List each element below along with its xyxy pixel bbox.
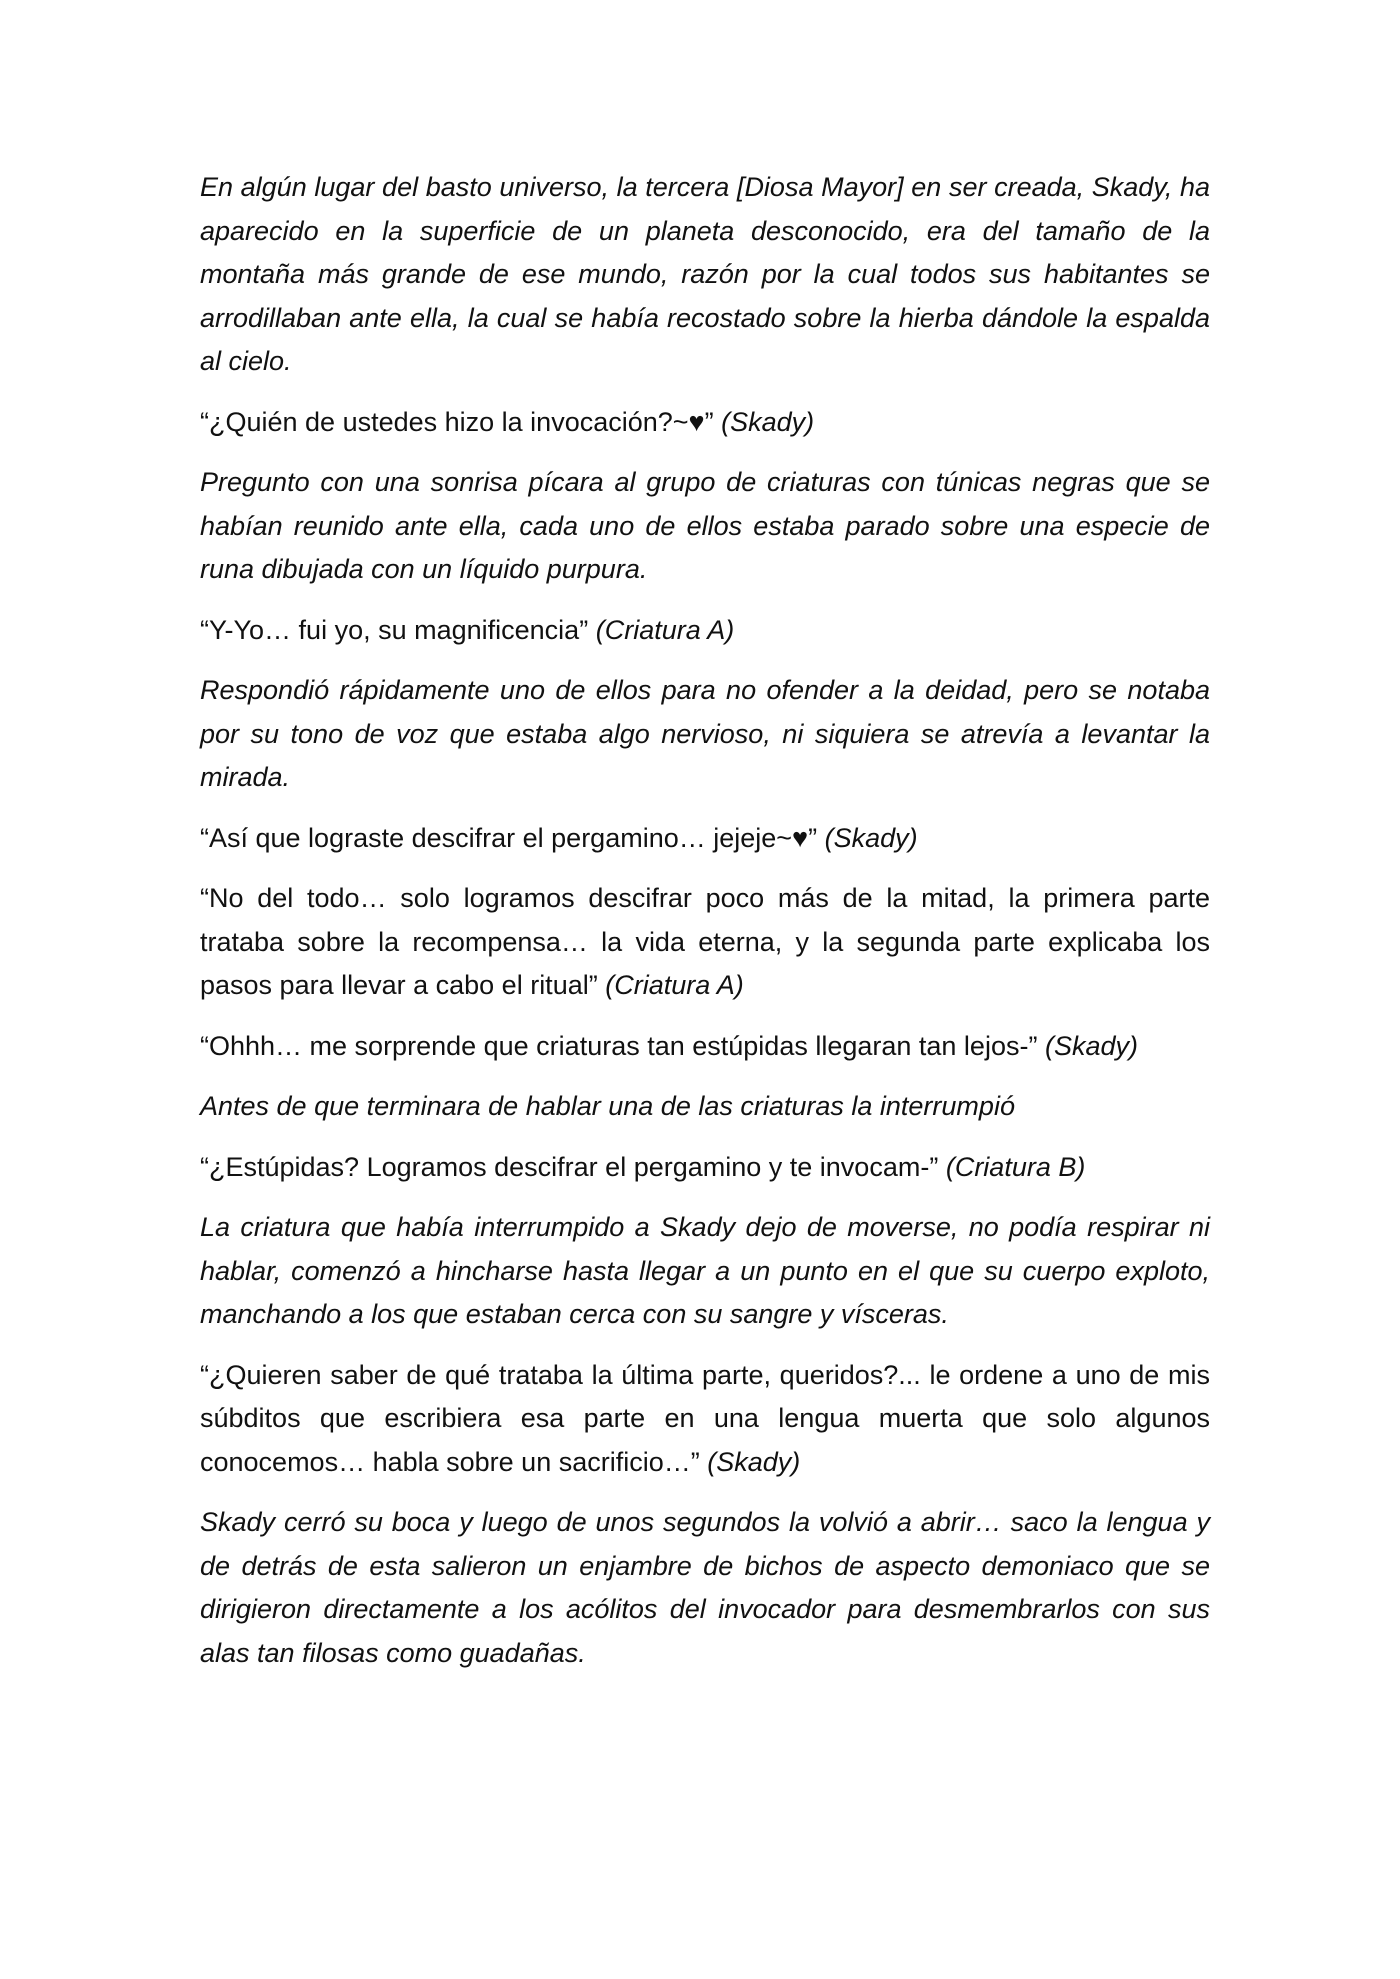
dialogue-quote: “Y-Yo… fui yo, su magnificencia” [200, 614, 589, 645]
narration-paragraph: La criatura que había interrumpido a Skady dejo de moverse, no podía respirar ni hablar, comenzó a hincharse hasta llegar a un punto en el que su cuerpo exploto, manchando a los que estaban cerca con su sangre y vísceras. [200, 1212, 1210, 1329]
dialogue-speaker: (Skady) [721, 406, 815, 437]
dialogue-paragraph [200, 877, 1210, 1008]
dialogue-quote: “¿Quieren saber de qué trataba la última parte, queridos?... le ordene a uno de mis súbditos que escribiera esa parte en una lengua muerta que solo algunos conocemos… habla sobre un sacrificio…” [200, 1359, 1210, 1477]
dialogue-quote: “Ohhh… me sorprende que criaturas tan estúpidas llegaran tan lejos-” [200, 1030, 1038, 1061]
dialogue-paragraph [200, 1354, 1210, 1485]
dialogue-speaker: (Skady) [707, 1446, 801, 1477]
dialogue-speaker: (Skady) [824, 822, 918, 853]
narration-paragraph: Respondió rápidamente uno de ellos para no ofender a la deidad, pero se notaba por su tono de voz que estaba algo nervioso, ni siquiera se atrevía a levantar la mirada. [200, 675, 1210, 792]
document-body [200, 166, 1210, 1692]
dialogue-speaker: (Criatura B) [945, 1151, 1086, 1182]
dialogue-paragraph [200, 1025, 1210, 1069]
dialogue-speaker: (Skady) [1044, 1030, 1138, 1061]
narration-paragraph: En algún lugar del basto universo, la tercera [Diosa Mayor] en ser creada, Skady, ha aparecido en la superficie de un planeta desconocido, era del tamaño de la montaña más grande de ese mundo, razón por la cual todos sus habitantes se arrodillaban ante ella, la cual se había recostado sobre la hierba dándole la espalda al cielo. [200, 172, 1210, 376]
dialogue-paragraph [200, 609, 1210, 653]
dialogue-quote: “¿Quién de ustedes hizo la invocación?~♥” [200, 406, 714, 437]
dialogue-paragraph [200, 401, 1210, 445]
dialogue-quote: “¿Estúpidas? Logramos descifrar el pergamino y te invocam-” [200, 1151, 939, 1182]
narration-paragraph: Antes de que terminara de hablar una de las criaturas la interrumpió [200, 1091, 1015, 1121]
dialogue-quote: “Así que lograste descifrar el pergamino… jejeje~♥” [200, 822, 818, 853]
dialogue-quote: “No del todo… solo logramos descifrar poco más de la mitad, la primera parte trataba sobre la recompensa… la vida eterna, y la segunda parte explicaba los pasos para llevar a cabo el ritual” [200, 883, 1210, 1000]
dialogue-speaker: (Criatura A) [605, 970, 744, 1000]
narration-paragraph: Skady cerró su boca y luego de unos segundos la volvió a abrir… saco la lengua y de detrás de esta salieron un enjambre de bichos de aspecto demoniaco que se dirigieron directamente a los acólitos del invocador para desmembrarlos con sus alas tan filosas como guadañas. [200, 1507, 1210, 1668]
dialogue-paragraph [200, 817, 1210, 861]
dialogue-paragraph [200, 1146, 1210, 1190]
narration-paragraph: Pregunto con una sonrisa pícara al grupo de criaturas con túnicas negras que se habían reunido ante ella, cada uno de ellos estaba parado sobre una especie de runa dibujada con un líquido purpura. [200, 467, 1210, 584]
dialogue-speaker: (Criatura A) [595, 614, 735, 645]
